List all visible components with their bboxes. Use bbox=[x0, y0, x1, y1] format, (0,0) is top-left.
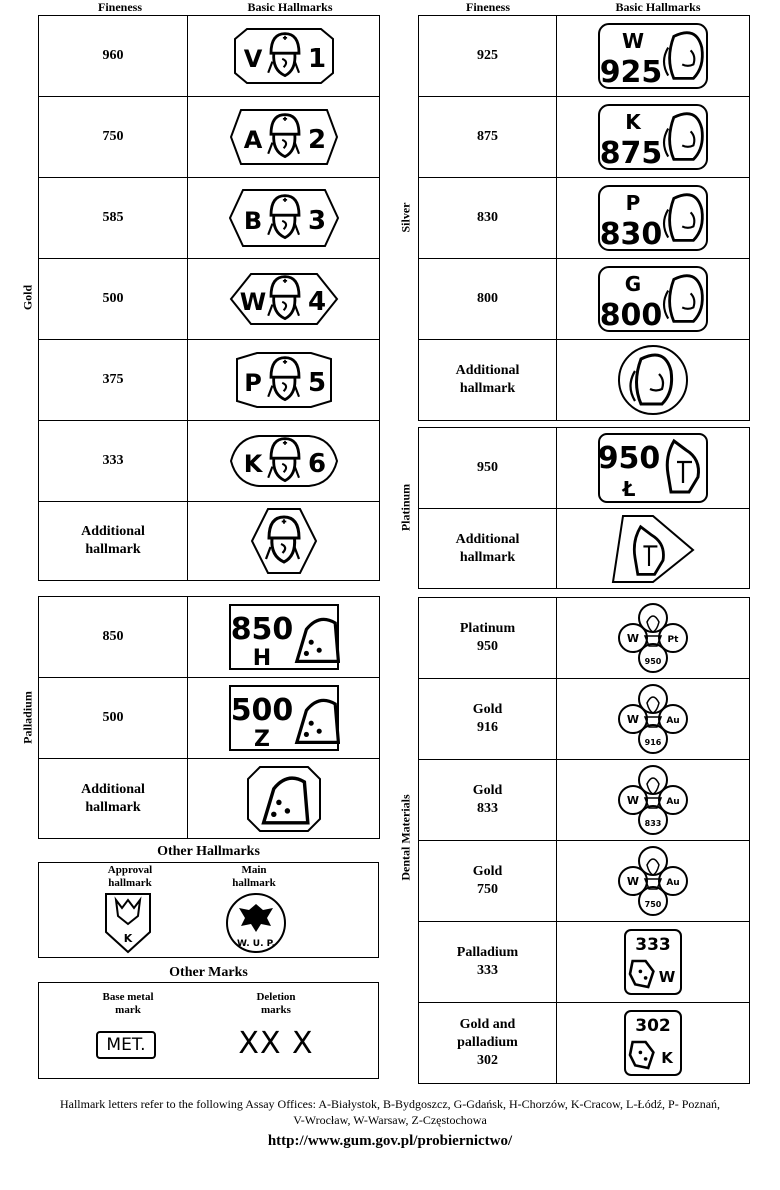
fineness-cell bbox=[419, 509, 557, 589]
fineness-cell bbox=[39, 597, 188, 678]
left-hallmarks-header: Basic Hallmarks bbox=[247, 0, 333, 14]
fineness-cell bbox=[39, 678, 188, 759]
fineness-cell bbox=[419, 760, 557, 841]
dental-row bbox=[419, 922, 750, 1003]
fineness-text: 333 bbox=[102, 453, 124, 468]
footer-url[interactable]: http://www.gum.gov.pl/probiernictwo/ bbox=[267, 1133, 513, 1149]
fineness-text: Additional bbox=[455, 531, 520, 547]
platinum-table bbox=[418, 427, 750, 589]
fineness-cell bbox=[39, 16, 188, 97]
fineness-text: 925 bbox=[477, 48, 498, 63]
mark-text: 830 bbox=[599, 217, 663, 252]
silver-row bbox=[419, 178, 750, 259]
silver-row bbox=[419, 97, 750, 178]
fineness-cell bbox=[419, 178, 557, 259]
fineness-text: Gold bbox=[472, 783, 503, 798]
fineness-text: hallmark bbox=[459, 549, 516, 565]
fineness-cell bbox=[419, 1003, 557, 1084]
mark-text: 833 bbox=[644, 819, 662, 828]
gold-section-label: Gold bbox=[20, 284, 35, 311]
dental-row bbox=[419, 760, 750, 841]
hallmark-mark bbox=[617, 764, 689, 836]
fineness-text: 500 bbox=[102, 291, 124, 306]
hallmark-mark bbox=[623, 928, 683, 996]
dental-row bbox=[419, 1003, 750, 1084]
fineness-cell bbox=[39, 502, 188, 581]
mark-text: W bbox=[626, 875, 640, 888]
hallmark-mark bbox=[597, 103, 709, 171]
palladium-row bbox=[39, 678, 380, 759]
hallmark-mark bbox=[229, 432, 339, 490]
dental-row bbox=[419, 598, 750, 679]
hallmark-cell bbox=[557, 428, 750, 509]
fineness-text: Additional bbox=[455, 363, 520, 378]
palladium-row bbox=[39, 597, 380, 678]
hallmark-cell bbox=[557, 509, 750, 589]
hallmark-cell bbox=[188, 597, 380, 678]
mark-text: 4 bbox=[307, 287, 326, 317]
mark-text: Ł bbox=[622, 477, 636, 501]
fineness-cell bbox=[39, 340, 188, 421]
gold-row bbox=[39, 16, 380, 97]
base-metal-caption: Base metal mark bbox=[102, 991, 154, 1016]
fineness-text: 800 bbox=[477, 291, 498, 306]
fineness-text: 375 bbox=[102, 372, 124, 387]
fineness-text: 333 bbox=[477, 963, 498, 978]
hallmark-mark bbox=[617, 683, 689, 755]
mark-text: 925 bbox=[599, 55, 663, 90]
mark-text: Pt bbox=[667, 635, 679, 645]
fineness-text: Gold bbox=[472, 702, 503, 717]
approval-letter: K bbox=[123, 932, 133, 945]
right-hallmarks-header: Basic Hallmarks bbox=[615, 0, 701, 14]
fineness-text: 830 bbox=[477, 210, 498, 225]
mark-text: Au bbox=[666, 797, 680, 807]
fineness-cell bbox=[419, 598, 557, 679]
mark-text: 950 bbox=[597, 441, 661, 476]
gold-row bbox=[39, 421, 380, 502]
mark-text: Au bbox=[666, 878, 680, 888]
mark-text: B bbox=[243, 207, 262, 235]
fineness-text: Palladium bbox=[456, 945, 519, 960]
mark-text: W bbox=[621, 29, 645, 53]
hallmark-cell bbox=[557, 259, 750, 340]
hallmark-cell bbox=[188, 678, 380, 759]
hallmark-cell bbox=[188, 340, 380, 421]
mark-text: K bbox=[661, 1049, 673, 1067]
hallmark-cell bbox=[557, 178, 750, 259]
gold-row bbox=[39, 259, 380, 340]
fineness-text: 585 bbox=[102, 210, 124, 225]
mark-text: 2 bbox=[307, 125, 326, 155]
fineness-text: 833 bbox=[477, 801, 498, 816]
hallmark-mark bbox=[597, 432, 709, 504]
dental-table bbox=[418, 597, 750, 1084]
mark-text: W bbox=[626, 713, 640, 726]
fineness-cell bbox=[419, 340, 557, 421]
mark-text: Au bbox=[666, 716, 680, 726]
mark-text: 750 bbox=[644, 900, 662, 909]
mark-text: 333 bbox=[635, 935, 671, 955]
mark-text: 916 bbox=[644, 738, 662, 747]
hallmark-cell bbox=[557, 760, 750, 841]
footer-line-2: V-Wrocław, W-Warsaw, Z-Częstochowa bbox=[293, 1113, 487, 1127]
platinum-row bbox=[419, 428, 750, 509]
hallmark-mark bbox=[250, 507, 318, 575]
fineness-cell bbox=[419, 922, 557, 1003]
other-marks-title: Other Marks bbox=[169, 965, 248, 980]
silver-additional-row bbox=[419, 340, 750, 421]
fineness-text: hallmark bbox=[85, 542, 141, 557]
palladium-table bbox=[38, 596, 380, 839]
hallmark-mark bbox=[623, 1009, 683, 1077]
hallmark-cell bbox=[557, 679, 750, 760]
footer-line-1: Hallmark letters refer to the following Assay Offices: A-Białystok, B-Bydgoszcz, G-Gdańsk, H-Chorzów, K-Cracow, L-Łódź, P- Poznań, bbox=[59, 1097, 721, 1111]
dental-section-label: Dental Materials bbox=[398, 794, 413, 881]
fineness-cell bbox=[39, 759, 188, 839]
fineness-cell bbox=[39, 421, 188, 502]
hallmark-mark bbox=[597, 184, 709, 252]
deletion-marks: XX X bbox=[238, 1026, 314, 1061]
hallmark-cell bbox=[557, 598, 750, 679]
right-fineness-header: Fineness bbox=[465, 0, 510, 14]
fineness-text: hallmark bbox=[85, 799, 141, 815]
mark-text: 3 bbox=[307, 206, 326, 236]
silver-table bbox=[418, 15, 750, 421]
hallmark-mark bbox=[229, 27, 339, 85]
hallmark-cell bbox=[188, 502, 380, 581]
hallmark-cell bbox=[188, 421, 380, 502]
mark-text: 500 bbox=[230, 693, 293, 728]
mark-text: W bbox=[239, 288, 266, 316]
footer-note bbox=[0, 1096, 780, 1128]
fineness-text: 750 bbox=[477, 882, 498, 897]
mark-text: 1 bbox=[307, 44, 326, 74]
hallmark-cell bbox=[188, 97, 380, 178]
silver-row bbox=[419, 259, 750, 340]
gold-row bbox=[39, 97, 380, 178]
hallmark-cell bbox=[557, 97, 750, 178]
hallmark-mark bbox=[229, 351, 339, 409]
mark-text: 850 bbox=[230, 612, 293, 647]
mark-text: K bbox=[625, 110, 641, 134]
fineness-cell bbox=[419, 679, 557, 760]
gold-additional-row bbox=[39, 502, 380, 581]
hallmark-mark bbox=[617, 344, 689, 416]
deletion-caption: Deletion marks bbox=[256, 991, 296, 1016]
mark-text: K bbox=[243, 450, 262, 478]
main-hallmark-mark bbox=[225, 892, 287, 954]
mark-text: G bbox=[624, 272, 642, 296]
platinum-additional-row bbox=[419, 509, 750, 589]
hallmark-mark bbox=[229, 189, 339, 247]
fineness-cell bbox=[39, 259, 188, 340]
hallmark-mark bbox=[597, 22, 709, 90]
approval-hallmark-mark bbox=[104, 892, 152, 954]
fineness-cell bbox=[419, 97, 557, 178]
gold-row bbox=[39, 340, 380, 421]
dental-row bbox=[419, 841, 750, 922]
fineness-text: hallmark bbox=[459, 381, 516, 396]
hallmark-cell bbox=[557, 841, 750, 922]
fineness-text: Platinum bbox=[459, 621, 516, 636]
hallmark-cell bbox=[557, 922, 750, 1003]
fineness-text: Additional bbox=[81, 524, 145, 539]
main-hallmark-ring: W. U. P. bbox=[237, 939, 275, 949]
fineness-text: Gold bbox=[472, 864, 503, 879]
fineness-text: 950 bbox=[477, 639, 498, 654]
fineness-text: Gold and bbox=[459, 1017, 516, 1032]
hallmark-cell bbox=[188, 178, 380, 259]
mark-text: 302 bbox=[635, 1016, 671, 1036]
approval-hallmark-caption: Approval hallmark bbox=[107, 864, 153, 889]
fineness-text: Additional bbox=[81, 781, 145, 797]
fineness-cell bbox=[419, 16, 557, 97]
mark-text: W bbox=[626, 632, 640, 645]
gold-row bbox=[39, 178, 380, 259]
fineness-cell bbox=[419, 259, 557, 340]
gold-table bbox=[38, 15, 380, 581]
mark-text: H bbox=[252, 646, 271, 671]
hallmark-cell bbox=[188, 759, 380, 839]
mark-text: 950 bbox=[644, 657, 662, 666]
hallmark-mark bbox=[228, 684, 340, 752]
hallmark-cell bbox=[188, 16, 380, 97]
mark-text: Z bbox=[253, 727, 270, 752]
mark-text: P bbox=[625, 191, 641, 215]
mark-text: V bbox=[243, 45, 262, 73]
silver-row bbox=[419, 16, 750, 97]
mark-text: 6 bbox=[307, 449, 326, 479]
mark-text: 875 bbox=[599, 136, 663, 171]
platinum-section-label: Platinum bbox=[398, 483, 413, 532]
mark-text: P bbox=[243, 369, 262, 397]
mark-text: 800 bbox=[599, 298, 663, 333]
hallmark-mark bbox=[611, 514, 695, 584]
mark-text: W bbox=[658, 968, 676, 986]
hallmark-cell bbox=[557, 340, 750, 421]
hallmark-mark bbox=[617, 845, 689, 917]
dental-row bbox=[419, 679, 750, 760]
other-hallmarks-title: Other Hallmarks bbox=[157, 844, 260, 859]
hallmark-cell bbox=[188, 259, 380, 340]
hallmark-mark bbox=[229, 108, 339, 166]
base-metal-mark: MET. bbox=[96, 1031, 156, 1059]
left-fineness-header: Fineness bbox=[97, 0, 142, 14]
mark-text: 5 bbox=[307, 368, 326, 398]
hallmark-mark bbox=[229, 270, 339, 328]
silver-section-label: Silver bbox=[398, 202, 413, 233]
palladium-additional-row bbox=[39, 759, 380, 839]
hallmark-mark bbox=[228, 603, 340, 671]
fineness-cell bbox=[419, 428, 557, 509]
hallmark-mark bbox=[617, 602, 689, 674]
mark-text: W bbox=[626, 794, 640, 807]
fineness-cell bbox=[419, 841, 557, 922]
hallmark-cell bbox=[557, 1003, 750, 1084]
palladium-section-label: Palladium bbox=[20, 691, 35, 744]
hallmark-cell bbox=[557, 16, 750, 97]
mark-text: A bbox=[243, 126, 262, 154]
hallmark-mark bbox=[246, 765, 322, 833]
fineness-cell bbox=[39, 97, 188, 178]
fineness-text: 850 bbox=[102, 629, 124, 644]
fineness-text: 916 bbox=[477, 720, 498, 735]
hallmark-mark bbox=[597, 265, 709, 333]
fineness-cell bbox=[39, 178, 188, 259]
fineness-text: palladium bbox=[457, 1035, 518, 1050]
fineness-text: 950 bbox=[477, 460, 498, 475]
main-hallmark-caption: Main hallmark bbox=[232, 864, 276, 889]
fineness-text: 500 bbox=[102, 710, 124, 725]
fineness-text: 750 bbox=[102, 129, 124, 144]
fineness-text: 960 bbox=[102, 48, 124, 63]
fineness-text: 302 bbox=[477, 1053, 498, 1068]
fineness-text: 875 bbox=[477, 129, 498, 144]
